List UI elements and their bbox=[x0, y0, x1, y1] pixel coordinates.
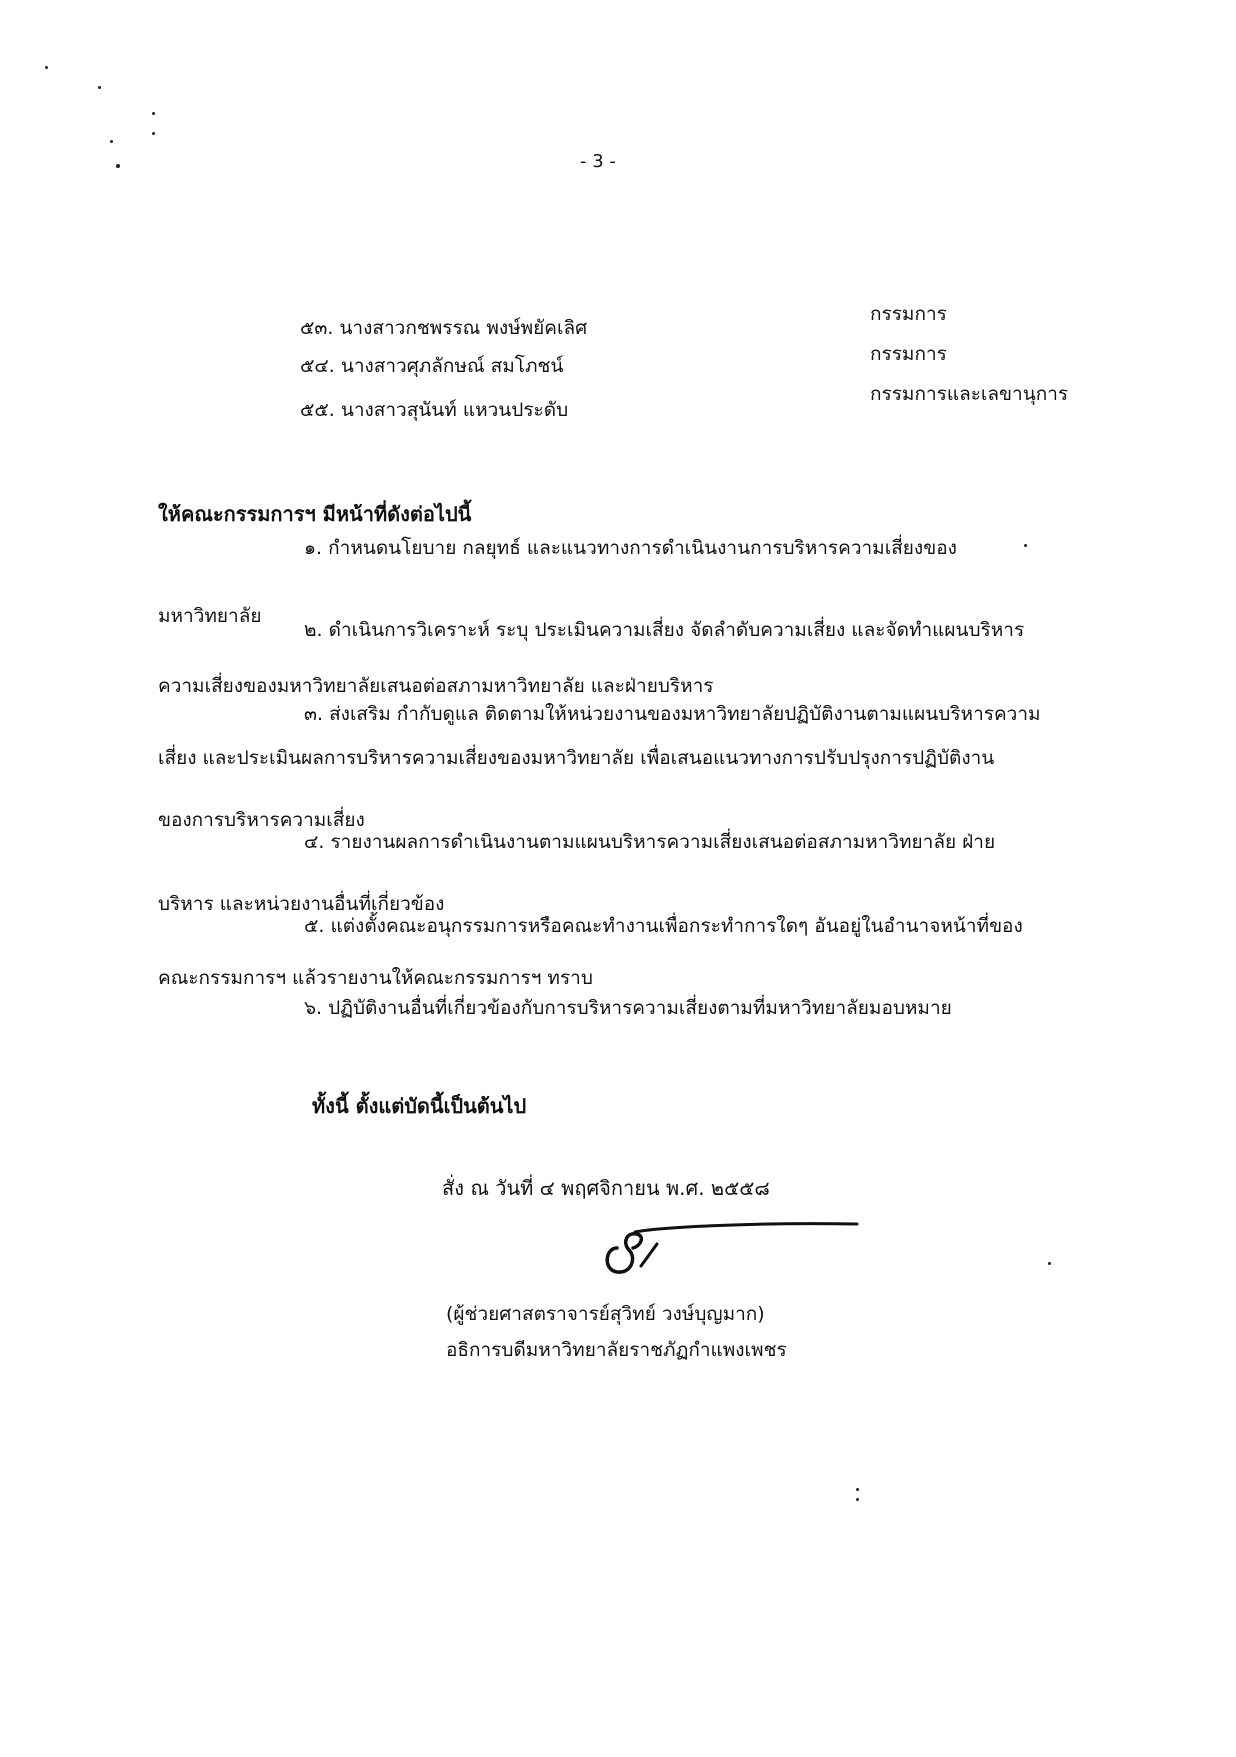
scan-speck bbox=[152, 112, 155, 115]
scan-speck bbox=[856, 1488, 859, 1491]
member-role: กรรมการและเลขานุการ bbox=[870, 383, 1069, 405]
member-name: ๕๓. นางสาวกชพรรณ พงษ์พยัคเลิศ bbox=[300, 317, 588, 339]
scan-speck bbox=[1024, 544, 1027, 547]
member-name: ๕๕. นางสาวสุนันท์ แหวนประดับ bbox=[300, 399, 569, 421]
duty-line: ของการบริหารความเสี่ยง bbox=[158, 809, 365, 831]
scan-speck bbox=[45, 66, 48, 69]
scan-speck bbox=[856, 1498, 859, 1501]
scan-speck bbox=[110, 140, 113, 143]
scan-speck bbox=[1048, 1262, 1051, 1265]
signatory-name: (ผู้ช่วยศาสตราจารย์สุวิทย์ วงษ์บุญมาก) bbox=[446, 1303, 765, 1325]
effective-statement: ทั้งนี้ ตั้งแต่บัดนี้เป็นต้นไป bbox=[312, 1094, 527, 1118]
duty-line: ๓. ส่งเสริม กำกับดูแล ติดตามให้หน่วยงานของมหาวิทยาลัยปฏิบัติงานตามแผนบริหารความ bbox=[304, 703, 1041, 725]
scan-speck bbox=[152, 132, 155, 135]
scan-speck bbox=[116, 164, 120, 168]
page-number: - 3 - bbox=[580, 151, 616, 172]
duty-line: ความเสี่ยงของมหาวิทยาลัยเสนอต่อสภามหาวิทยาลัย และฝ่ายบริหาร bbox=[158, 675, 714, 697]
duty-line: ๕. แต่งตั้งคณะอนุกรรมการหรือคณะทำงานเพื่อกระทำการใดๆ อันอยู่ในอำนาจหน้าที่ของ bbox=[304, 915, 1023, 937]
duties-heading: ให้คณะกรรมการฯ มีหน้าที่ดังต่อไปนี้ bbox=[158, 502, 472, 526]
duty-line: คณะกรรมการฯ แล้วรายงานให้คณะกรรมการฯ ทราบ bbox=[158, 967, 593, 989]
member-name: ๕๔. นางสาวศุภลักษณ์ สมโภชน์ bbox=[300, 355, 564, 377]
duty-line: ๑. กำหนดนโยบาย กลยุทธ์ และแนวทางการดำเนินงานการบริหารความเสี่ยงของ bbox=[304, 537, 957, 559]
duty-line: มหาวิทยาลัย bbox=[158, 605, 262, 627]
scan-speck bbox=[98, 86, 101, 89]
duty-line: บริหาร และหน่วยงานอื่นที่เกี่ยวข้อง bbox=[158, 893, 445, 915]
order-date: สั่ง ณ วันที่ ๔ พฤศจิกายน พ.ศ. ๒๕๕๘ bbox=[442, 1176, 770, 1200]
duty-line: ๔. รายงานผลการดำเนินงานตามแผนบริหารความเสี่ยงเสนอต่อสภามหาวิทยาลัย ฝ่าย bbox=[304, 831, 996, 853]
signatory-position: อธิการบดีมหาวิทยาลัยราชภัฏกำแพงเพชร bbox=[446, 1339, 787, 1361]
member-role: กรรมการ bbox=[870, 343, 947, 365]
duty-line: ๖. ปฏิบัติงานอื่นที่เกี่ยวข้องกับการบริหารความเสี่ยงตามที่มหาวิทยาลัยมอบหมาย bbox=[304, 997, 952, 1019]
duty-line: เสี่ยง และประเมินผลการบริหารความเสี่ยงของมหาวิทยาลัย เพื่อเสนอแนวทางการปรับปรุงการปฏิบัติงาน bbox=[158, 747, 995, 769]
member-role: กรรมการ bbox=[870, 303, 947, 325]
signature-image bbox=[595, 1218, 865, 1290]
duty-line: ๒. ดำเนินการวิเคราะห์ ระบุ ประเมินความเสี่ยง จัดลำดับความเสี่ยง และจัดทำแผนบริหาร bbox=[304, 619, 1025, 641]
